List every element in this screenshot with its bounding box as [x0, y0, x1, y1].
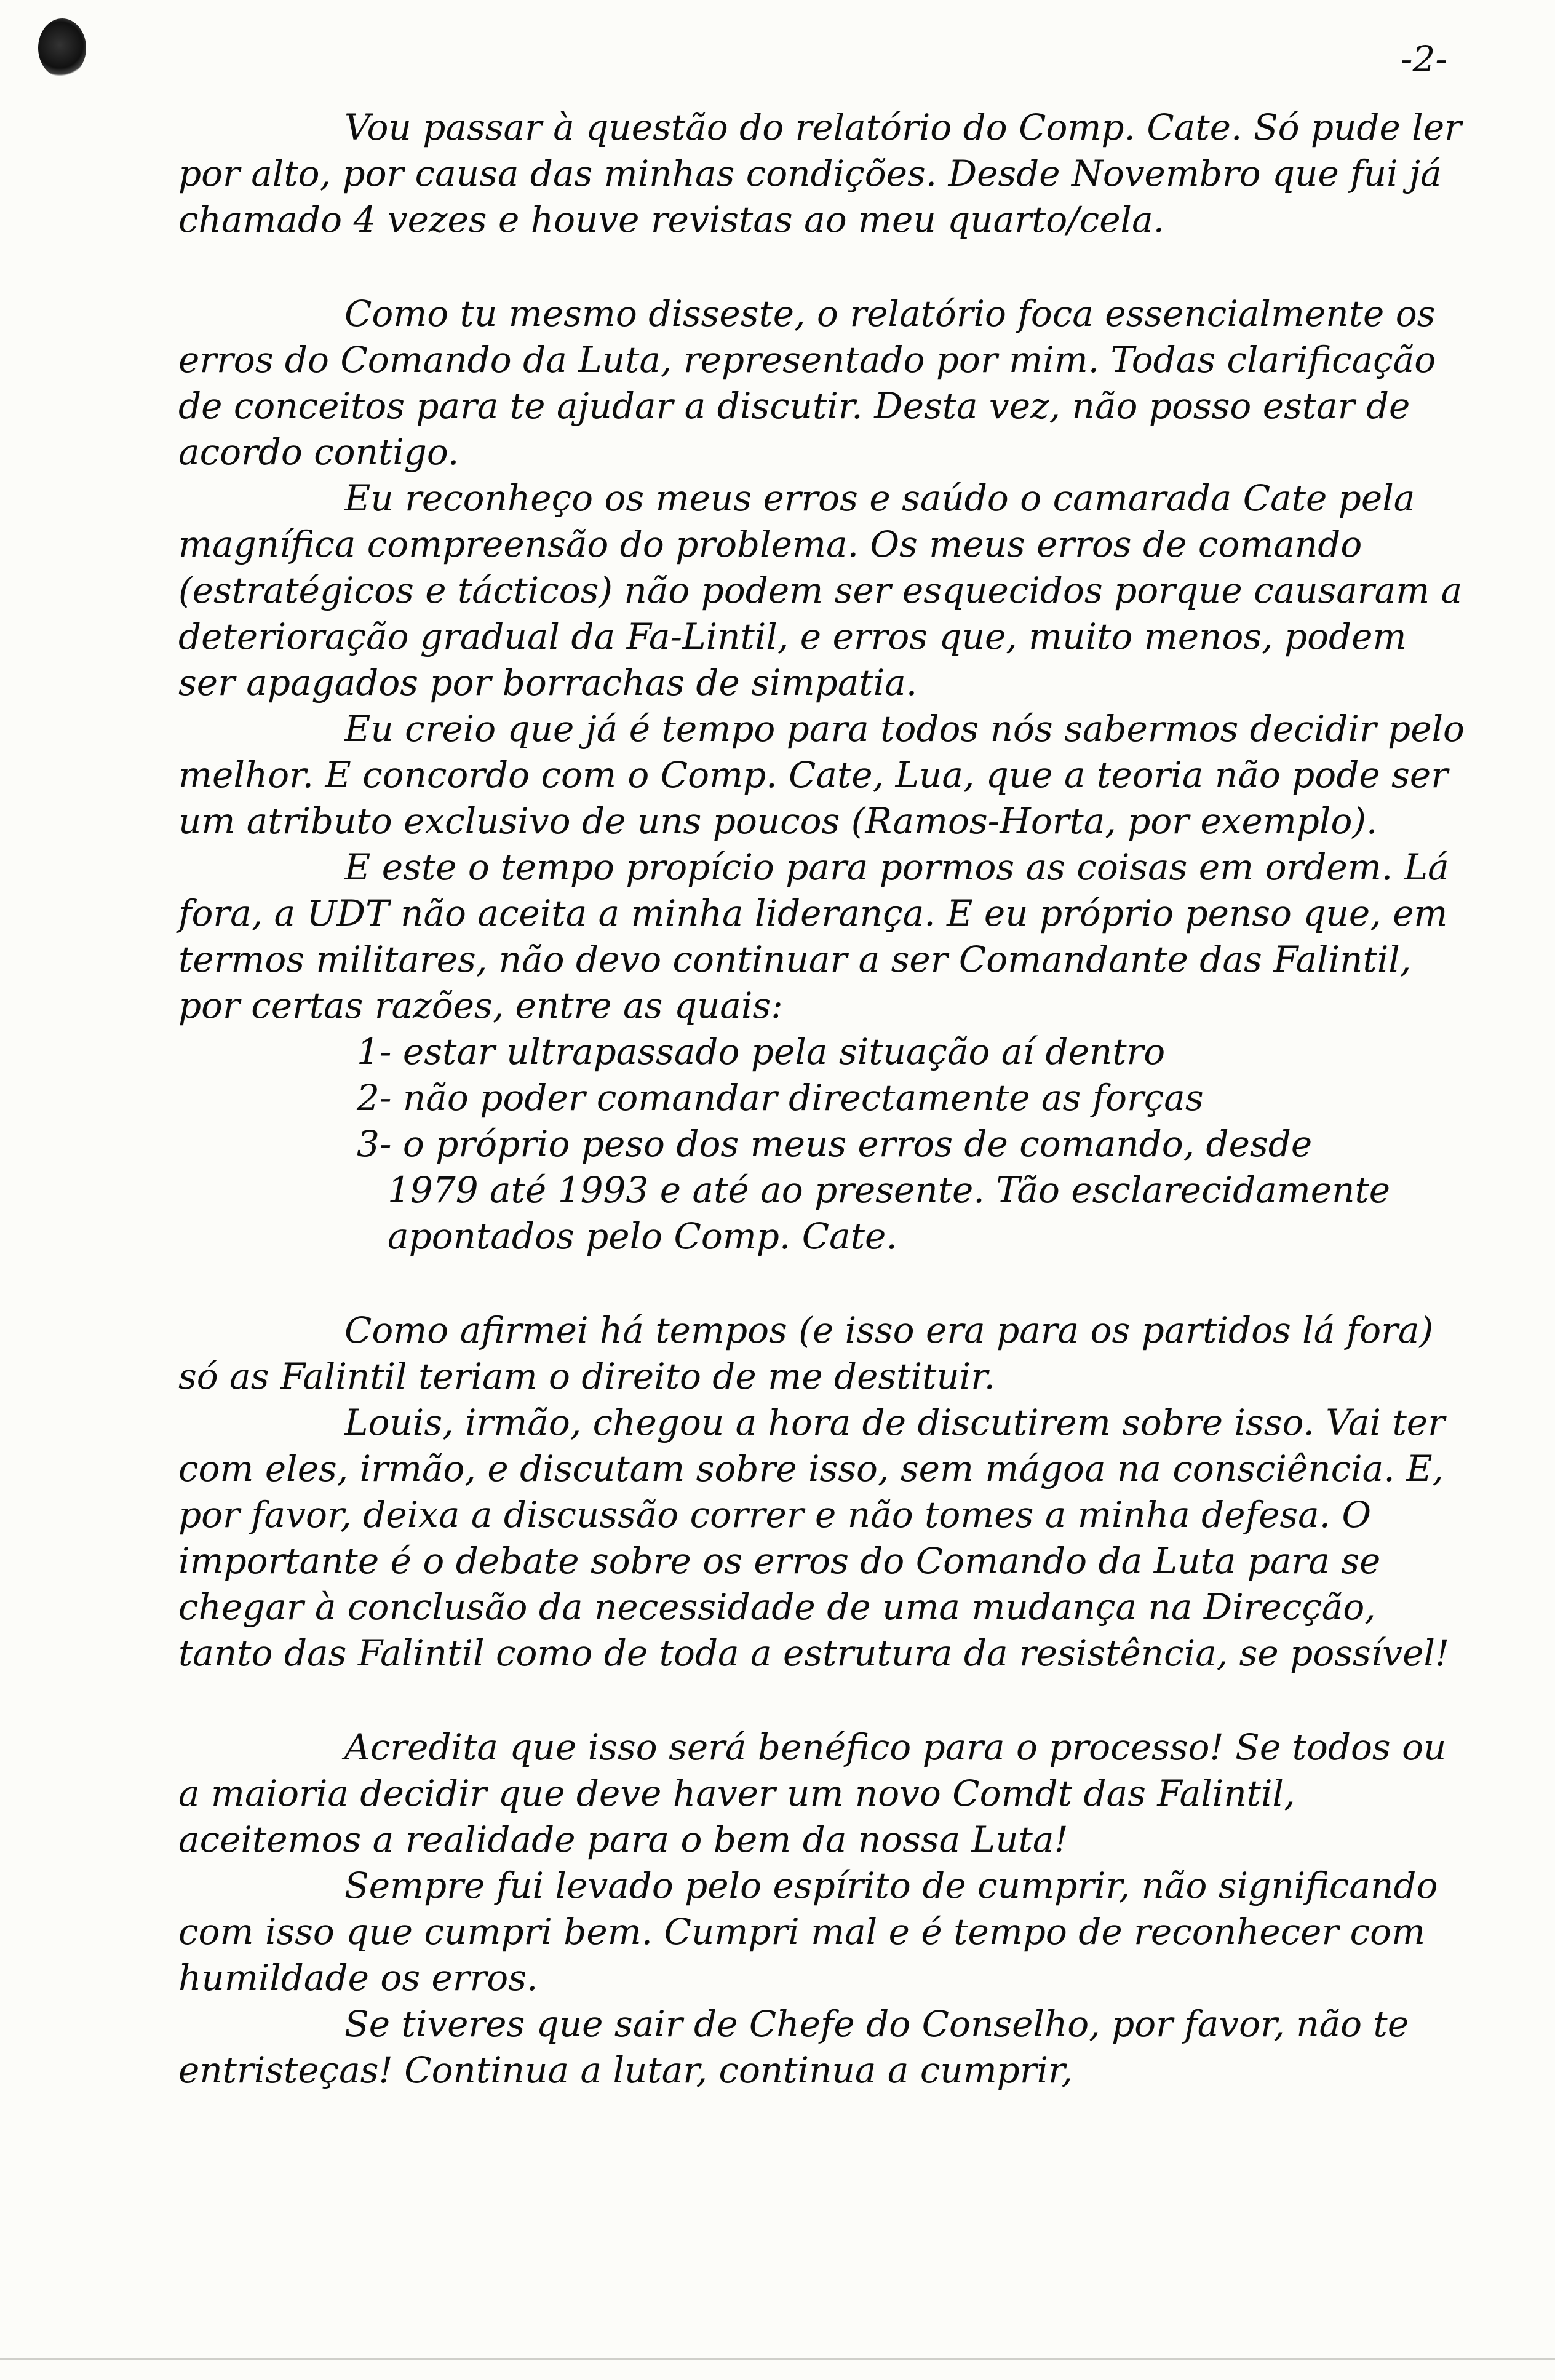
reason-item-continuation: 1979 até 1993 e até ao presente. Tão esclarecidamente apontados pelo Comp. Cate. [388, 1169, 1391, 1257]
paragraph-chefe-conselho: Se tiveres que sair de Chefe do Conselho, por favor, não te entristeças! Continua a lutar, continua a cumprir, [178, 2003, 1409, 2091]
reason-item: 2- não poder comandar directamente as forças [357, 1077, 1204, 1119]
paragraph-reconheco: Eu reconheço os meus erros e saúdo o camarada Cate pela magnífica compreensão do problema. Os meus erros de comando (estratégicos e tácticos) não podem ser esquecidos porque causaram a deterioração gradual da Fa-Lintil, e erros que, muito menos, podem ser apagados por borrachas de simpatia. [178, 477, 1463, 704]
paragraph-tempo-propicio: E este o tempo propício para pormos as coisas em ordem. Lá fora, a UDT não aceita a minha liderança. E eu próprio penso que, em termos militares, não devo continuar a ser Comandante das Falintil, por certas razões, entre as quais: [178, 846, 1449, 1026]
paragraph-erros-comando: Como tu mesmo disseste, o relatório foca essencialmente os erros do Comando da Luta, representado por mim. Todas clarificação de conceitos para te ajudar a discutir. Desta vez, não posso estar de acordo contigo. [178, 293, 1436, 473]
reasons-list [178, 1029, 1470, 1259]
paragraph-destituir: Como afirmei há tempos (e isso era para os partidos lá fora) só as Falintil teriam o direito de me destituir. [178, 1309, 1434, 1397]
paragraph-cumprir: Sempre fui levado pelo espírito de cumprir, não significando com isso que cumpri bem. Cumpri mal e é tempo de reconhecer com humildade os erros. [178, 1865, 1438, 1999]
reason-item: 1- estar ultrapassado pela situação aí dentro [357, 1031, 1166, 1073]
paragraph-decidir: Eu creio que já é tempo para todos nós sabermos decidir pelo melhor. E concordo com o Comp. Cate, Lua, que a teoria não pode ser um atributo exclusivo de uns poucos (Ramos-Horta, por exemplo). [178, 708, 1465, 842]
reason-item: 3- o próprio peso dos meus erros de comando, desde [357, 1123, 1313, 1165]
paragraph-acredita: Acredita que isso será benéfico para o processo! Se todos ou a maioria decidir que deve haver um novo Comdt das Falintil, aceitemos a realidade para o bem da nossa Luta! [178, 1726, 1447, 1860]
page-number: -2- [1400, 38, 1447, 80]
letter-body [178, 105, 1470, 2093]
punch-hole-mark [38, 18, 86, 77]
page-edge-line [0, 2358, 1555, 2360]
paragraph-louis: Louis, irmão, chegou a hora de discutirem sobre isso. Vai ter com eles, irmão, e discutam sobre isso, sem mágoa na consciência. E, por favor, deixa a discussão correr e não tomes a minha defesa. O importante é o debate sobre os erros do Comando da Luta para se chegar à conclusão da necessidade de uma mudança na Direcção, tanto das Falintil como de toda a estrutura da resistência, se possível! [178, 1402, 1450, 1674]
paragraph-relatorio: Vou passar à questão do relatório do Comp. Cate. Só pude ler por alto, por causa das minhas condições. Desde Novembro que fui já chamado 4 vezes e houve revistas ao meu quarto/cela. [178, 106, 1462, 240]
